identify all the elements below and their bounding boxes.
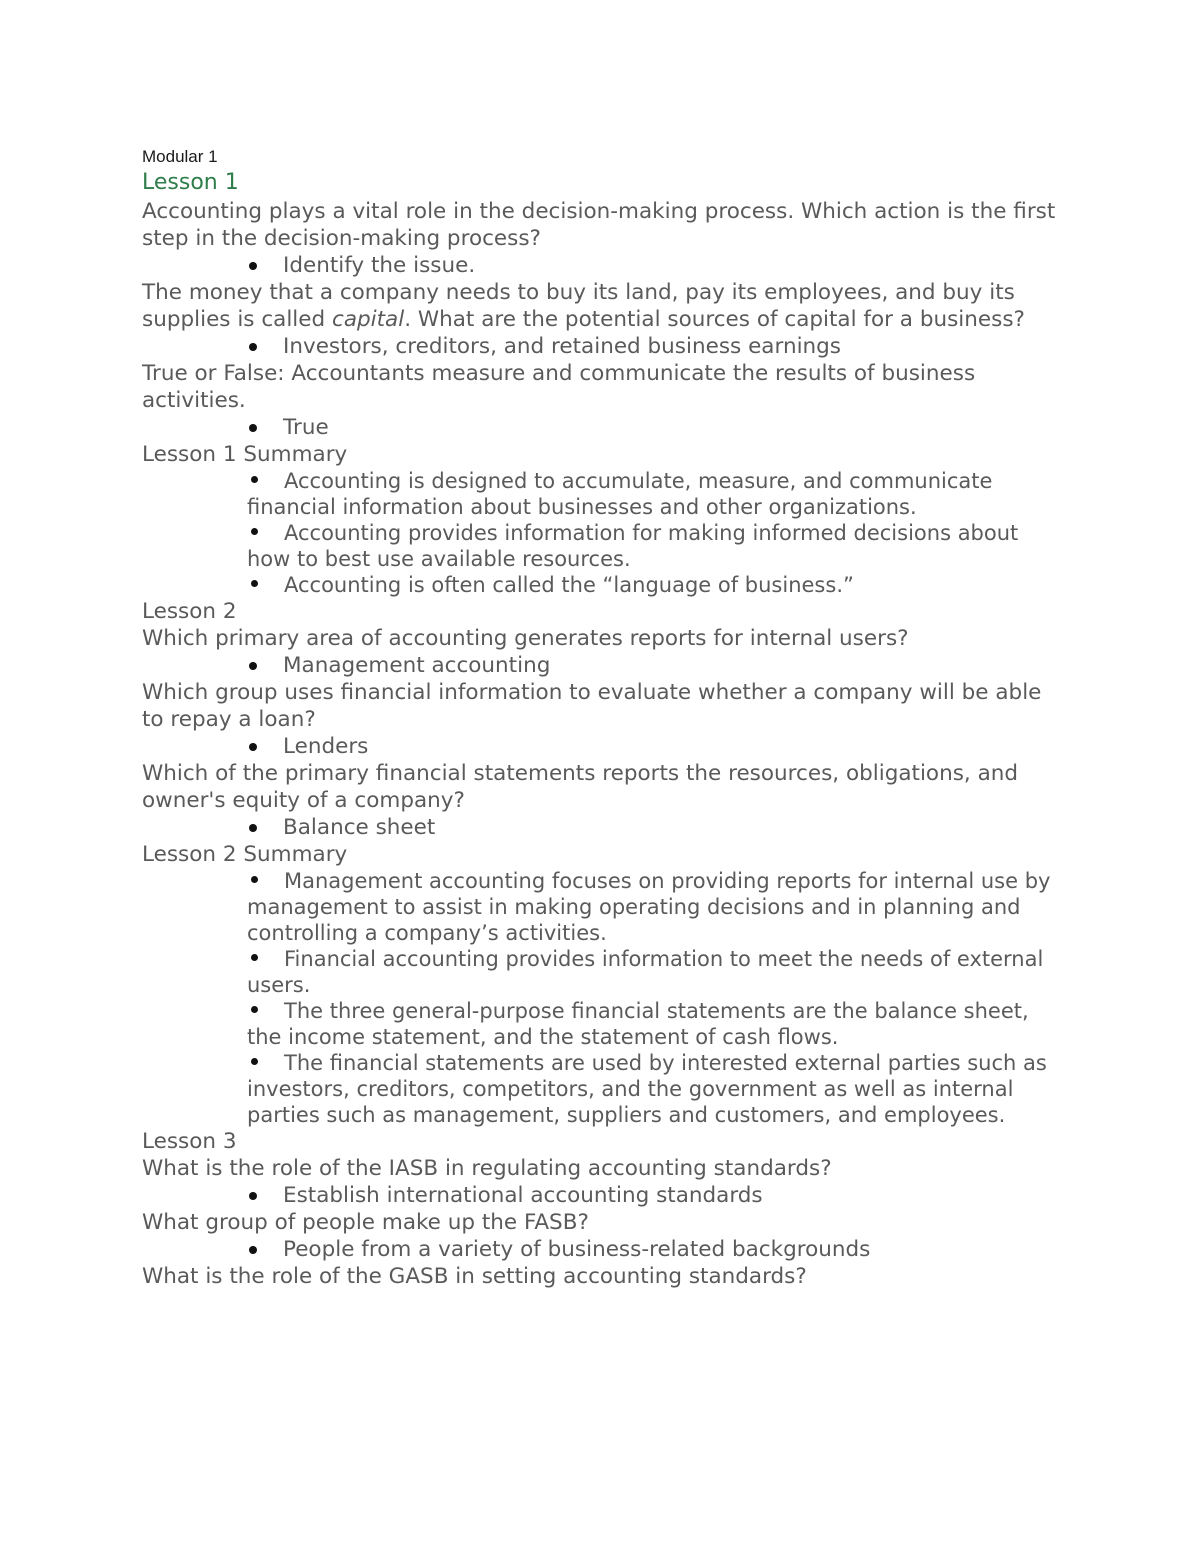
lesson-2-summary-item-4: [247, 1050, 1062, 1128]
lesson-3-question-1: What is the role of the IASB in regulating accounting standards?: [142, 1156, 832, 1181]
lesson-3-question-3: What is the role of the GASB in setting accounting standards?: [142, 1264, 807, 1289]
lesson-2-question-3: Which of the primary financial statements reports the resources, obligations, and owner's equity of a company?: [142, 761, 1019, 813]
question-text-emphasis: capital: [332, 307, 405, 332]
lesson-1-title: Lesson 1: [142, 170, 239, 195]
lesson-3-question-2: What group of people make up the FASB?: [142, 1210, 589, 1235]
module-title: Modular 1: [142, 147, 218, 166]
lesson-1-answer-1: Identify the issue.: [283, 252, 1062, 279]
lesson-1-question-3: True or False: Accountants measure and communicate the results of business activities.: [142, 361, 976, 413]
bullet-icon: [251, 476, 258, 483]
bullet-icon: [251, 528, 258, 535]
lesson-1-question-1: Accounting plays a vital role in the decision-making process. Which action is the first step in the decision-making process?: [142, 199, 1056, 251]
lesson-2-title: Lesson 2: [142, 599, 237, 624]
lesson-3-title: Lesson 3: [142, 1129, 237, 1154]
bullet-icon: [251, 580, 258, 587]
lesson-3-answer-1: Establish international accounting standards: [283, 1182, 1062, 1209]
lesson-1-summary-title: Lesson 1 Summary: [142, 442, 348, 467]
question-text-before: The money that a company needs to buy its land, pay its employees, and buy its supplies is called: [142, 280, 1015, 332]
bullet-icon: [251, 1058, 258, 1065]
lesson-2-summary-title: Lesson 2 Summary: [142, 842, 348, 867]
lesson-1-summary-item-2: [247, 520, 1062, 572]
lesson-1-question-2: [142, 279, 1062, 333]
lesson-2-answer-2: Lenders: [283, 733, 1062, 760]
summary-text: The three general-purpose financial statements are the balance sheet, the income statement, and the statement of cash flows.: [247, 999, 1029, 1049]
lesson-2-summary-item-1: [247, 868, 1062, 946]
lesson-2-question-2: Which group uses financial information to evaluate whether a company will be able to repay a loan?: [142, 680, 1042, 732]
lesson-2-answer-1: Management accounting: [283, 652, 1062, 679]
bullet-icon: [251, 954, 258, 961]
lesson-3-answer-2: People from a variety of business-related backgrounds: [283, 1236, 1062, 1263]
bullet-icon: [251, 1006, 258, 1013]
document-content: [142, 144, 1062, 1290]
summary-text: Management accounting focuses on providing reports for internal use by management to assist in making operating decisions and in planning and controlling a company’s activities.: [247, 869, 1051, 945]
summary-text: Accounting is designed to accumulate, measure, and communicate financial information about businesses and other organizations.: [247, 469, 993, 519]
lesson-2-question-1: Which primary area of accounting generates reports for internal users?: [142, 626, 909, 651]
summary-text: Accounting is often called the “language of business.”: [284, 573, 854, 597]
lesson-1-summary-item-3: [247, 572, 1062, 598]
lesson-2-summary-item-3: [247, 998, 1062, 1050]
lesson-2-summary-item-2: [247, 946, 1062, 998]
lesson-1-answer-3: True: [283, 414, 1062, 441]
bullet-icon: [251, 876, 258, 883]
summary-text: Financial accounting provides information to meet the needs of external users.: [247, 947, 1044, 997]
question-text-after: . What are the potential sources of capital for a business?: [404, 307, 1025, 332]
lesson-1-summary-item-1: [247, 468, 1062, 520]
lesson-2-answer-3: Balance sheet: [283, 814, 1062, 841]
lesson-1-answer-2: Investors, creditors, and retained business earnings: [283, 333, 1062, 360]
summary-text: Accounting provides information for making informed decisions about how to best use available resources.: [247, 521, 1019, 571]
summary-text: The financial statements are used by interested external parties such as investors, creditors, competitors, and the government as well as internal parties such as management, suppliers and customers, and employees.: [247, 1051, 1047, 1127]
